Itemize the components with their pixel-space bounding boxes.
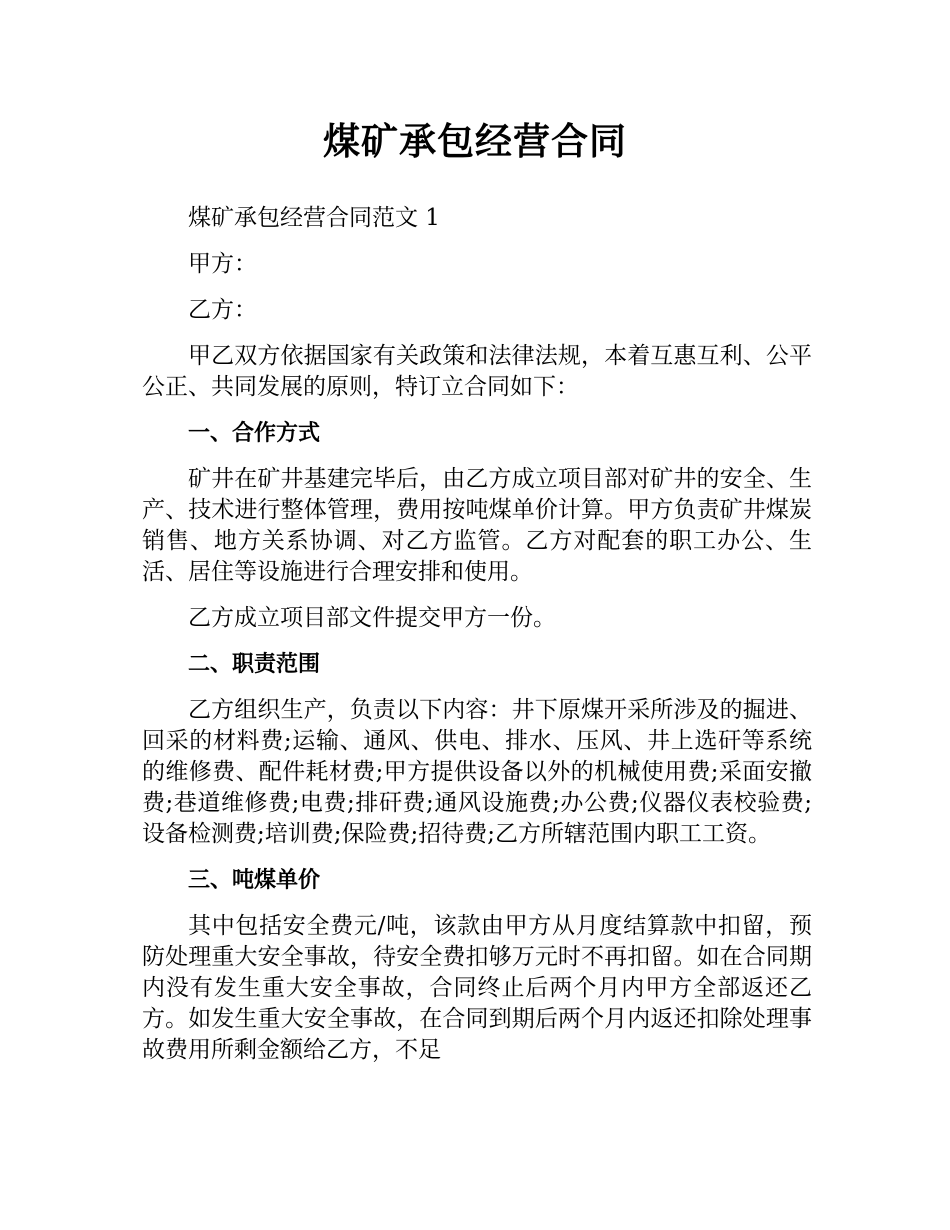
paragraph-subtitle: 煤矿承包经营合同范文 1 — [188, 205, 440, 231]
heading-cooperation: 一、合作方式 — [188, 421, 321, 446]
heading-responsibilities: 二、职责范围 — [188, 652, 321, 677]
document-body — [142, 203, 812, 1081]
paragraph-unit-price: 其中包括安全费元/吨，该款由甲方从月度结算款中扣留，预防处理重大安全事故，待安全费扣够万元时不再扣留。如在合同期内没有发生重大安全事故，合同终止后两个月内甲方全部返还乙方。如发生重大安全事故，在合同到期后两个月内返还扣除处理事故费用所剩金额给乙方，不足 — [142, 913, 812, 1063]
paragraph-preamble: 甲乙双方依据国家有关政策和法律法规，本着互惠互利、公平公正、共同发展的原则，特订立合同如下： — [142, 343, 812, 400]
document-title: 煤矿承包经营合同 — [323, 120, 627, 163]
paragraph-project-file: 乙方成立项目部文件提交甲方一份。 — [188, 605, 556, 631]
heading-unit-price: 三、吨煤单价 — [188, 868, 321, 893]
paragraph-party-a: 甲方： — [188, 251, 257, 277]
paragraph-responsibilities: 乙方组织生产，负责以下内容：井下原煤开采所涉及的掘进、回采的材料费;运输、通风、供电、排水、压风、井上选矸等系统的维修费、配件耗材费;甲方提供设备以外的机械使用费;采面安撤费;巷道维修费;电费;排矸费;通风设施费;办公费;仪器仪表校验费;设备检测费;培训费;保险费;招待费;乙方所辖范围内职工工资。 — [142, 697, 812, 847]
paragraph-party-b: 乙方： — [188, 297, 257, 323]
paragraph-cooperation: 矿井在矿井基建完毕后，由乙方成立项目部对矿井的安全、生产、技术进行整体管理，费用按吨煤单价计算。甲方负责矿井煤炭销售、地方关系协调、对乙方监管。乙方对配套的职工办公、生活、居住等设施进行合理安排和使用。 — [142, 466, 812, 585]
